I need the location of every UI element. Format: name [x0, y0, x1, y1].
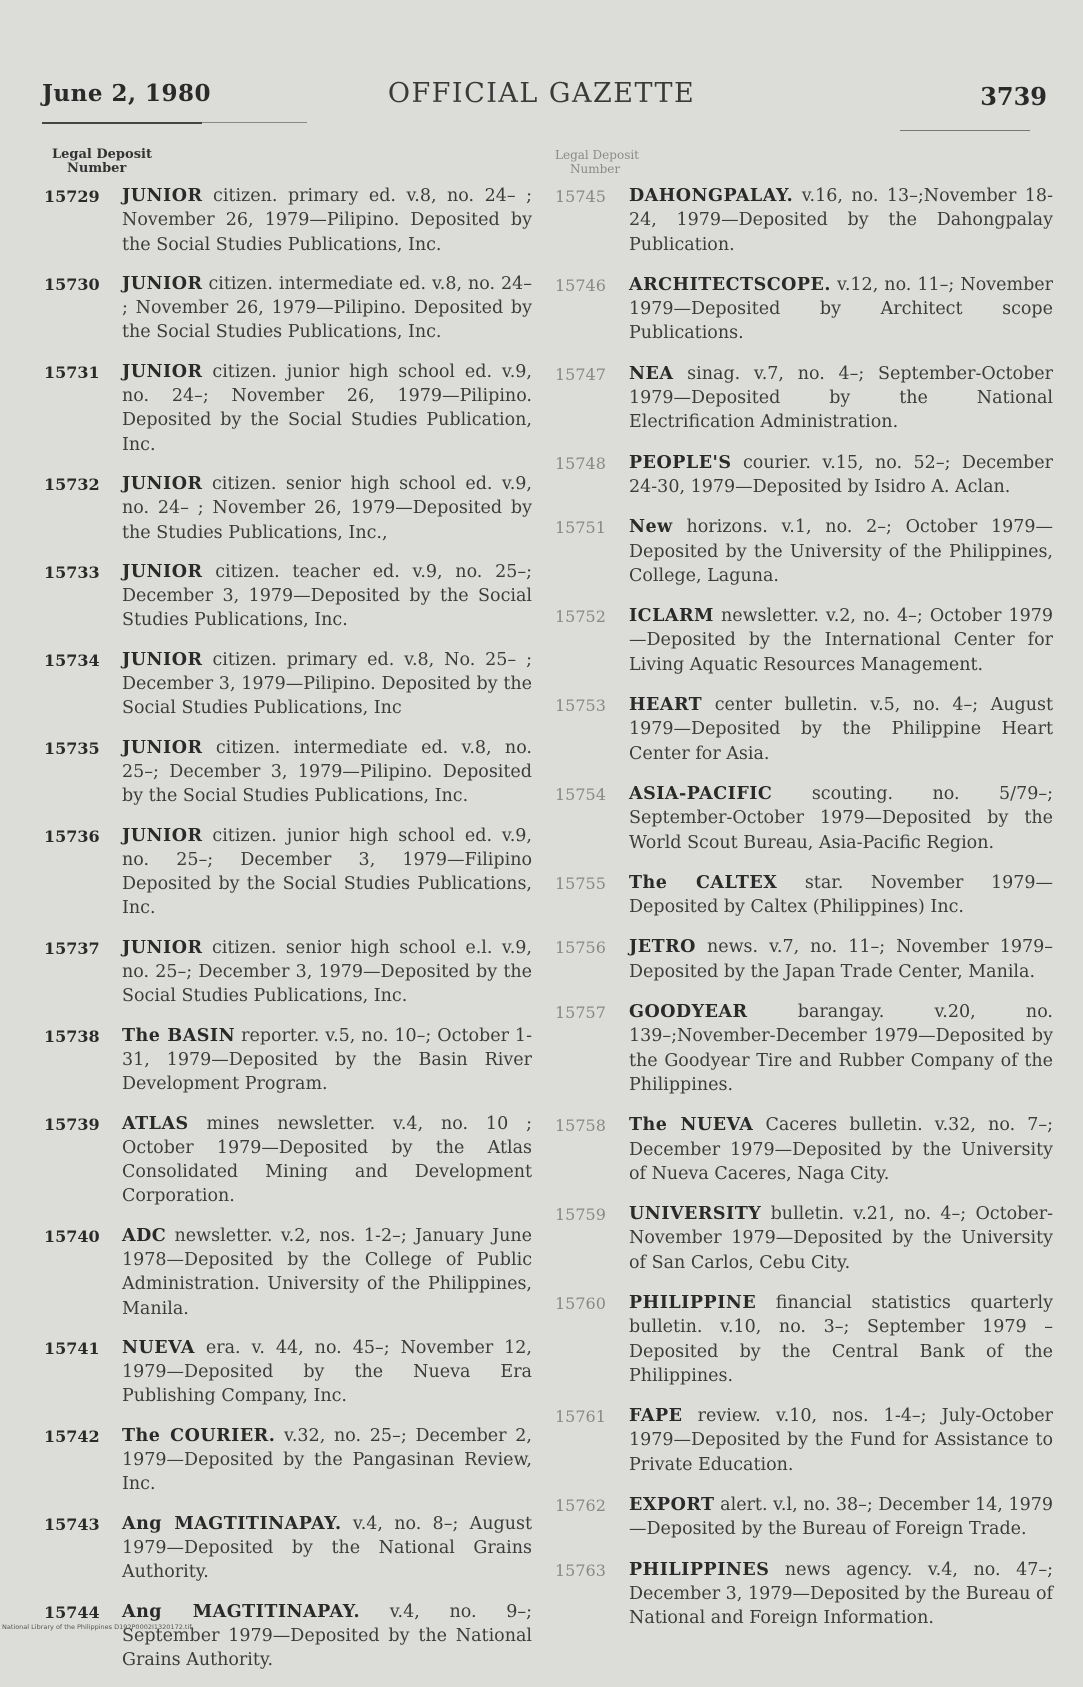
entry-description: news. v.7, no. 11–; November 1979–Deposited by the Japan Trade Center, Manila. [629, 937, 1053, 982]
deposit-entry [44, 648, 532, 721]
deposit-entry [44, 1024, 532, 1097]
deposit-number: 15759 [555, 1205, 606, 1225]
entry-title: JUNIOR [122, 186, 203, 206]
entry-title: The CALTEX [629, 872, 778, 893]
column-heading-right [555, 148, 1053, 176]
entry-title: JUNIOR [122, 825, 203, 846]
entry-description: sinag. v.7, no. 4–; September-October 1979—Deposited by the National Electrification Administration. [629, 363, 1053, 433]
entry-title: Ang MAGTITINAPAY. [122, 1513, 342, 1534]
entry-description: v.32, no. 25–; December 2, 1979—Deposited by the Pangasinan Review, Inc. [122, 1425, 532, 1495]
deposit-number: 15735 [44, 738, 100, 758]
column-heading-left [44, 148, 532, 176]
deposit-number: 15758 [555, 1116, 606, 1136]
deposit-entry [555, 451, 1053, 500]
entry-title: DAHONGPALAY. [629, 186, 794, 206]
deposit-number: 15747 [555, 364, 606, 384]
scan-footer: National Library of the Philippines D192P0002I1320172.tif [2, 1623, 192, 1631]
deposit-number: 15740 [44, 1226, 100, 1246]
deposit-number: 15741 [44, 1338, 100, 1358]
entry-title: JUNIOR [122, 473, 203, 494]
deposit-entry [555, 782, 1053, 855]
deposit-number: 15751 [555, 518, 606, 538]
deposit-entry [555, 1404, 1053, 1477]
entry-description: star. November 1979—Deposited by Caltex (Philippines) Inc. [629, 872, 1053, 918]
deposit-number: 15746 [555, 275, 606, 295]
deposit-number: 15742 [44, 1426, 100, 1446]
column-heading-line2: Number [570, 162, 621, 176]
deposit-number: 15733 [44, 562, 100, 582]
deposit-entry [555, 935, 1053, 984]
deposit-number: 15763 [555, 1560, 606, 1580]
deposit-entry [555, 1291, 1053, 1388]
deposit-entry [44, 1336, 532, 1409]
deposit-entry [555, 515, 1053, 588]
entry-title: JUNIOR [122, 937, 203, 958]
deposit-entry [44, 272, 532, 345]
entry-title: GOODYEAR [629, 1002, 748, 1023]
deposit-number: 15745 [555, 187, 606, 206]
entry-title: HEART [629, 695, 703, 716]
entry-description: reporter. v.5, no. 10–; October 1-31, 1979—Deposited by the Basin River Development Program. [122, 1025, 532, 1095]
entry-description: news agency. v.4, no. 47–; December 3, 1979—Deposited by the Bureau of National and Foreign Information. [629, 1559, 1053, 1629]
left-column [44, 148, 532, 1687]
entry-title: Ang MAGTITINAPAY. [122, 1601, 361, 1622]
entry-title: ASIA-PACIFIC [629, 783, 773, 804]
entry-title: JUNIOR [122, 561, 203, 582]
entry-title: ARCHITECTSCOPE. [629, 274, 831, 295]
entry-title: JUNIOR [122, 361, 203, 382]
entry-title: The NUEVA [629, 1115, 754, 1136]
entry-title: The BASIN [122, 1025, 236, 1046]
deposit-entry [44, 824, 532, 921]
entry-title: FAPE [629, 1406, 683, 1427]
deposit-entry [555, 273, 1053, 346]
entry-description: v.12, no. 11–; November 1979—Deposited by Architect scope Publications. [629, 274, 1053, 344]
deposit-entry [555, 362, 1053, 435]
entry-title: ADC [122, 1225, 167, 1246]
entry-title: PHILIPPINE [629, 1292, 757, 1313]
deposit-entry [555, 871, 1053, 920]
deposit-entry [555, 1000, 1053, 1097]
entry-title: PEOPLE'S [629, 452, 732, 473]
entry-title: The COURIER. [122, 1425, 276, 1446]
column-heading-line2: Number [67, 161, 127, 176]
entry-title: JUNIOR [122, 273, 203, 294]
deposit-entry [44, 736, 532, 809]
entry-description: horizons. v.1, no. 2–; October 1979—Deposited by the University of the Philippines, College, Laguna. [629, 517, 1053, 586]
entry-description: citizen. teacher ed. v.9, no. 25–; December 3, 1979—Deposited by the Social Studies Publications, Inc. [122, 561, 532, 631]
entry-description: citizen. senior high school ed. v.9, no. 24– ; November 26, 1979—Deposited by the Studies Publications, Inc., [122, 473, 532, 543]
entry-description: citizen. intermediate ed. v.8, no. 25–; December 3, 1979—Pilipino. Deposited by the Social Studies Publications, Inc. [122, 737, 532, 807]
page-number: 3739 [980, 82, 1047, 111]
page-header [0, 0, 1083, 150]
entry-title: EXPORT [629, 1495, 715, 1516]
deposit-number: 15737 [44, 938, 100, 958]
entry-description: citizen. junior high school ed. v.9, no. 24–; November 26, 1979—Pilipino. Deposited by the Social Studies Publication, Inc. [122, 361, 532, 455]
deposit-number: 15760 [555, 1293, 606, 1313]
entry-description: citizen. primary ed. v.8, No. 25– ; December 3, 1979—Pilipino. Deposited by the Social Studies Publications, Inc [122, 649, 532, 719]
deposit-entry [44, 1112, 532, 1209]
deposit-number: 15752 [555, 607, 606, 627]
left-entry-list [44, 184, 532, 1672]
deposit-entry [44, 1224, 532, 1321]
entry-title: NEA [629, 363, 674, 384]
entry-description: v.4, no. 8–; August 1979—Deposited by the National Grains Authority. [122, 1513, 532, 1583]
entry-description: barangay. v.20, no. 139–;November-December 1979—Deposited by the Goodyear Tire and Rubber Company of the Philippines. [629, 1002, 1053, 1095]
entry-title: ICLARM [629, 606, 714, 627]
deposit-entry [44, 472, 532, 545]
deposit-entry [44, 936, 532, 1009]
entry-title: NUEVA [122, 1337, 195, 1358]
entry-description: Caceres bulletin. v.32, no. 7–; December 1979—Deposited by the University of Nueva Caceres, Naga City. [629, 1115, 1053, 1184]
entry-title: UNIVERSITY [629, 1204, 762, 1225]
entry-title: JUNIOR [122, 737, 203, 758]
entry-title: New [629, 517, 673, 538]
deposit-number: 15756 [555, 938, 606, 958]
right-column [555, 148, 1053, 1647]
deposit-entry [555, 1558, 1053, 1631]
publication-title: OFFICIAL GAZETTE [387, 78, 696, 109]
right-entry-list [555, 184, 1053, 1631]
deposit-number: 15729 [44, 187, 100, 206]
deposit-number: 15755 [555, 873, 606, 893]
entry-description: mines newsletter. v.4, no. 10 ; October 1979—Deposited by the Atlas Consolidated Mining and Development Corporation. [122, 1113, 532, 1207]
deposit-entry [44, 1512, 532, 1585]
deposit-number: 15748 [555, 453, 606, 473]
deposit-number: 15739 [44, 1114, 100, 1134]
entry-description: v.4, no. 9–; September 1979—Deposited by the National Grains Authority. [122, 1601, 532, 1671]
deposit-number: 15734 [44, 650, 100, 670]
deposit-entry [44, 1600, 532, 1673]
deposit-number: 15744 [44, 1602, 100, 1622]
issue-date: June 2, 1980 [42, 80, 211, 107]
entry-description: bulletin. v.21, no. 4–; October-November 1979—Deposited by the University of San Carlos, Cebu City. [629, 1204, 1053, 1273]
entry-description: citizen. primary ed. v.8, no. 24– ; November 26, 1979—Pilipino. Deposited by the Social Studies Publications, Inc. [122, 186, 532, 255]
entry-description: review. v.10, nos. 1-4–; July-October 1979—Deposited by the Fund for Assistance to Private Education. [629, 1406, 1053, 1475]
entry-description: financial statistics quarterly bulletin. v.10, no. 3–; September 1979 – Deposited by the Central Bank of the Philippines. [629, 1292, 1053, 1386]
deposit-number: 15754 [555, 784, 606, 804]
deposit-entry [555, 1202, 1053, 1275]
header-rule-right [900, 130, 1030, 131]
deposit-number: 15762 [555, 1496, 606, 1516]
deposit-number: 15757 [555, 1003, 606, 1023]
entry-description: newsletter. v.2, no. 4–; October 1979—Deposited by the International Center for Living Aquatic Resources Management. [629, 606, 1053, 675]
column-heading-line1: Legal Deposit [555, 148, 640, 162]
deposit-entry [44, 560, 532, 633]
deposit-number: 15743 [44, 1514, 100, 1534]
deposit-entry [44, 1424, 532, 1497]
entry-title: PHILIPPINES [629, 1559, 770, 1580]
deposit-entry [44, 360, 532, 457]
column-heading-line1: Legal Deposit [52, 147, 152, 162]
entry-description: alert. v.l, no. 38–; December 14, 1979—Deposited by the Bureau of Foreign Trade. [629, 1495, 1053, 1540]
deposit-number: 15761 [555, 1407, 606, 1427]
deposit-entry [44, 184, 532, 257]
entry-description: citizen. intermediate ed. v.8, no. 24– ; November 26, 1979—Pilipino. Deposited by the Social Studies Publications, Inc. [122, 273, 532, 343]
entry-description: era. v. 44, no. 45–; November 12, 1979—Deposited by the Nueva Era Publishing Company, Inc. [122, 1337, 532, 1407]
entry-description: newsletter. v.2, nos. 1-2–; January June 1978—Deposited by the College of Public Administration. University of the Philippines, Manila. [122, 1225, 532, 1319]
deposit-entry [555, 1493, 1053, 1542]
header-rule-left [42, 122, 202, 124]
entry-description: center bulletin. v.5, no. 4–; August 1979—Deposited by the Philippine Heart Center for Asia. [629, 695, 1053, 764]
entry-description: courier. v.15, no. 52–; December 24-30, 1979—Deposited by Isidro A. Aclan. [629, 452, 1053, 497]
deposit-number: 15736 [44, 826, 100, 846]
deposit-number: 15753 [555, 696, 606, 716]
entry-description: citizen. senior high school e.l. v.9, no. 25–; December 3, 1979—Deposited by the Social Studies Publications, Inc. [122, 937, 532, 1007]
deposit-number: 15731 [44, 362, 100, 382]
entry-title: JUNIOR [122, 649, 203, 670]
entry-title: ATLAS [122, 1113, 189, 1134]
entry-description: scouting. no. 5/79–; September-October 1979—Deposited by the World Scout Bureau, Asia-Pacific Region. [629, 783, 1053, 853]
entry-title: JETRO [629, 937, 696, 958]
deposit-number: 15732 [44, 474, 100, 494]
header-rule-left-thin [202, 122, 307, 123]
deposit-entry [555, 604, 1053, 677]
deposit-entry [555, 184, 1053, 257]
deposit-number: 15730 [44, 274, 100, 294]
deposit-number: 15738 [44, 1026, 100, 1046]
entry-description: v.16, no. 13–;November 18-24, 1979—Deposited by the Dahongpalay Publication. [629, 186, 1053, 255]
entry-description: citizen. junior high school ed. v.9, no. 25–; December 3, 1979—Filipino Deposited by the Social Studies Publications, Inc. [122, 825, 532, 919]
deposit-entry [555, 693, 1053, 766]
deposit-entry [555, 1113, 1053, 1186]
